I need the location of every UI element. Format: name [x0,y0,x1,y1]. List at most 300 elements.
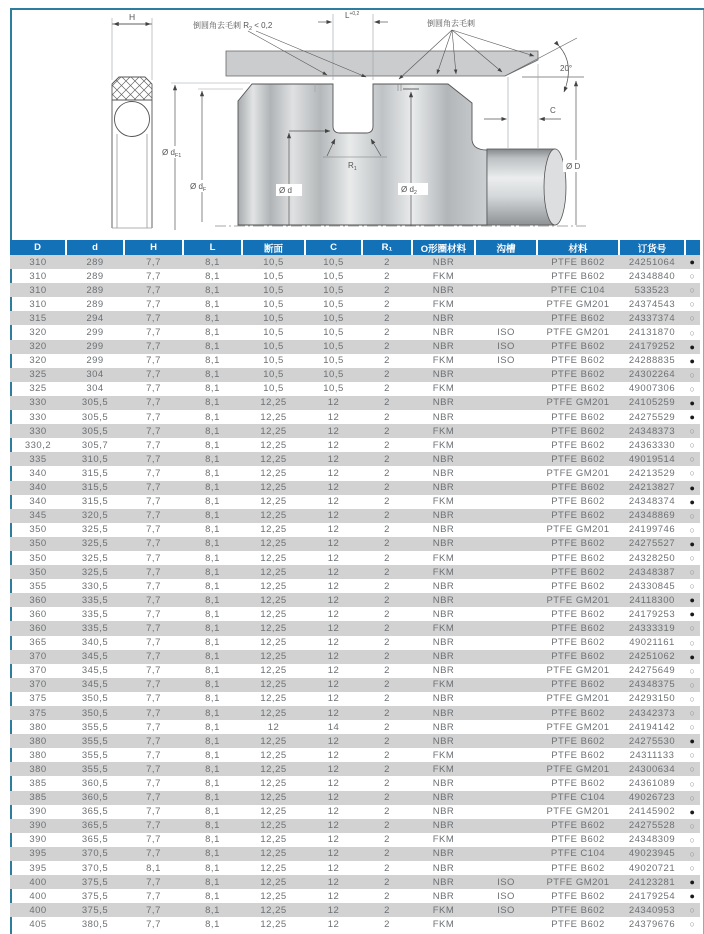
cell: 12 [327,876,340,888]
cell: 405 [29,918,47,930]
cell [475,593,537,607]
cell: 24348373 [628,425,676,437]
cell: 350,5 [81,707,109,719]
table-row [10,438,700,452]
cell: 380 [29,721,47,733]
stock-dot-empty: ○ [689,637,696,648]
cell: 325,5 [81,552,109,564]
cell: 2 [384,524,390,536]
cell: 24275528 [628,820,676,832]
cell: 320,5 [81,510,109,522]
cell: 12,25 [260,566,287,578]
cell: 24145902 [628,806,676,818]
cell: 350 [29,566,47,578]
cell: NBR [432,778,455,790]
cell: 7,7 [146,820,161,832]
cell: 8,1 [205,467,220,479]
cell: 350 [29,552,47,564]
cell [475,650,537,664]
stock-dot-empty: ○ [689,271,696,282]
cell: 7,7 [146,848,161,860]
cell: 24361089 [628,778,676,790]
cell [475,537,537,551]
cell: NBR [432,482,455,494]
cell: 7,7 [146,637,161,649]
table-row [10,861,700,875]
cell: 24311133 [629,749,675,761]
table-row [10,720,700,734]
cell: 360 [29,594,47,606]
cell: FKM [432,298,455,310]
cell: 8,1 [205,904,220,916]
cell: 10,5 [263,256,284,268]
cell: 49026723 [628,792,676,804]
cell: 12 [327,679,340,691]
table-row [10,452,700,466]
cell: PTFE B602 [551,580,605,592]
stock-dot-empty: ○ [689,623,696,634]
cell: 24363330 [628,439,676,451]
cell: 8,1 [205,834,220,846]
cell: 12 [327,552,340,564]
stock-dot-empty: ○ [689,454,696,465]
dim-label-d2: Ø $d_2$ [401,185,417,196]
cell [475,819,537,833]
cell: 24123281 [628,876,676,888]
table-row [10,692,700,706]
cell: 24330845 [628,580,676,592]
cell: 10,5 [263,327,284,339]
cell: 304 [86,369,104,381]
table-row [10,889,700,903]
cell: 10,5 [323,355,344,367]
cell [475,396,537,410]
cell: 12 [327,693,340,705]
cell: 12 [327,820,340,832]
stock-dot-filled: ● [689,609,696,620]
cell: 10,5 [263,312,284,324]
cell: 2 [384,270,390,282]
cell: 8,1 [205,721,220,733]
cell: PTFE B602 [551,862,605,874]
cell: 350 [29,524,47,536]
cell: 8,1 [205,369,220,381]
cell: 12,25 [260,806,287,818]
cell: 2 [384,651,390,663]
cell: 289 [86,284,104,296]
cell: NBR [432,397,455,409]
col-header-d: d [66,240,124,255]
cell: 2 [384,510,390,522]
cell: 10,5 [263,270,284,282]
cell: 360,5 [81,792,109,804]
cell [475,255,537,269]
cell: PTFE GM201 [546,763,610,775]
cell: 12 [327,749,340,761]
cell: 12 [327,862,340,874]
cell: 305,5 [81,425,109,437]
cell: 12,25 [260,453,287,465]
cell: 12,25 [260,594,287,606]
cell: 12 [327,792,340,804]
col-header-groove: 沟槽 [475,240,537,255]
cell: 12,25 [260,637,287,649]
table-row [10,636,700,650]
cell: 12 [327,918,340,930]
cell [475,706,537,720]
stock-dot-empty: ○ [689,919,696,930]
cell: NBR [432,693,455,705]
cell [475,762,537,776]
cell: 7,7 [146,890,161,902]
cell: 12 [327,778,340,790]
cell: 12,25 [260,524,287,536]
cell: 12,25 [260,918,287,930]
cell: 289 [86,298,104,310]
stock-dot-empty: ○ [689,510,696,521]
cell: 8,1 [205,608,220,620]
stock-dot-empty: ○ [689,792,696,803]
cell: 12,25 [260,763,287,775]
stock-dot-empty: ○ [689,313,696,324]
cell: 49019514 [628,453,676,465]
cell: 24348840 [628,270,676,282]
cell: 8,1 [205,594,220,606]
cell: ISO [497,327,515,339]
cell: 345,5 [81,679,109,691]
cell: 12 [327,566,340,578]
stock-dot-empty: ○ [689,708,696,719]
cell: 8,1 [205,792,220,804]
cell: 345,5 [81,665,109,677]
cell: 24379676 [628,918,676,930]
table-row [10,340,700,354]
cell: 24333319 [628,622,676,634]
table-row [10,776,700,790]
cell: NBR [432,256,455,268]
cell: 315,5 [81,482,109,494]
cell: 325,5 [81,524,109,536]
cell: 10,5 [263,298,284,310]
cell: ISO [497,876,515,888]
cell: NBR [432,820,455,832]
dim-label-c: C [550,106,556,115]
cell: PTFE GM201 [546,665,610,677]
cell: 375,5 [81,876,109,888]
cell: PTFE C104 [550,792,606,804]
cell: 12 [327,637,340,649]
cell: 10,5 [263,355,284,367]
cell: 2 [384,411,390,423]
cell: 12 [327,411,340,423]
stock-dot-empty: ○ [689,524,696,535]
cell: 2 [384,622,390,634]
cell: 12,25 [260,622,287,634]
stock-dot-filled: ● [689,341,696,352]
deburr-note-left: 倒圆角去毛刺 $R_2 < 0,2$ [193,21,273,32]
deburr-note-right: 倒圆角去毛刺 [427,19,475,28]
cell: 2 [384,341,390,353]
cell: PTFE GM201 [546,594,610,606]
cell: 7,7 [146,467,161,479]
stock-dot-empty: ○ [689,440,696,451]
cell: 12 [327,735,340,747]
col-header-H: H [124,240,183,255]
stock-dot-empty: ○ [689,679,696,690]
table-row [10,495,700,509]
cell: 12,25 [260,439,287,451]
cell: 320 [29,355,47,367]
cell [475,791,537,805]
cell: 12 [327,439,340,451]
cell: 7,7 [146,580,161,592]
table-row [10,791,700,805]
cell: ISO [497,904,515,916]
cell: 12,25 [260,862,287,874]
table-row [10,283,700,297]
cell: 8,1 [205,256,220,268]
cell: 12,25 [260,552,287,564]
cell: 12 [327,397,340,409]
cell: 7,7 [146,778,161,790]
cell: 325,5 [81,538,109,550]
cell: NBR [432,594,455,606]
cell: 24213827 [628,482,676,494]
cell: 24105259 [628,397,676,409]
table-row [10,354,700,368]
cell: 2 [384,637,390,649]
cell: 2 [384,876,390,888]
cell: 8,1 [205,439,220,451]
cell: NBR [432,467,455,479]
cell: NBR [432,327,455,339]
cell: 24337374 [628,312,676,324]
col-header-D: D [10,240,66,255]
cell: 289 [86,256,104,268]
dim-label-dD: Ø D [566,162,581,171]
cell: PTFE B602 [551,538,605,550]
cell: 2 [384,806,390,818]
dim-label-r1: $R_1$ [348,161,357,172]
cell: 320 [29,341,47,353]
dim-label-d: Ø d [279,186,292,195]
cell: 380,5 [81,918,109,930]
table-row [10,424,700,438]
cell: 7,7 [146,792,161,804]
table-row [10,368,700,382]
cell: 2 [384,482,390,494]
cell: 335,5 [81,594,109,606]
cell: FKM [432,918,455,930]
cell: 2 [384,397,390,409]
cell [475,438,537,452]
cell: 8,1 [205,848,220,860]
cell: 7,7 [146,510,161,522]
cell: 2 [384,862,390,874]
stock-dot-empty: ○ [689,327,696,338]
cell: PTFE B602 [551,622,605,634]
cell: 10,5 [323,256,344,268]
cell: NBR [432,848,455,860]
cell: 12 [327,467,340,479]
cell: PTFE C104 [550,848,606,860]
cell: 10,5 [323,369,344,381]
cell: 12 [327,904,340,916]
cell: FKM [432,834,455,846]
cell [475,523,537,537]
cell: 24251062 [628,651,676,663]
cell: 12 [267,721,280,733]
cell: 7,7 [146,298,161,310]
cell: 355,5 [81,763,109,775]
cell: 24213529 [628,467,676,479]
cell: 8,1 [205,876,220,888]
cell: 2 [384,312,390,324]
stock-dot-filled: ● [689,891,696,902]
cell: 24374543 [628,298,676,310]
cell: 24300634 [628,763,676,775]
cell: 2 [384,425,390,437]
cell: 12,25 [260,608,287,620]
cell: 24348375 [628,679,676,691]
cell: 8,1 [205,496,220,508]
cell: 49023945 [628,848,676,860]
cell: 10,5 [323,341,344,353]
cell: 8,1 [205,538,220,550]
cell: 8,1 [205,707,220,719]
cell: 8,1 [205,665,220,677]
table-row [10,382,700,396]
cell: PTFE B602 [551,453,605,465]
cell: 2 [384,735,390,747]
table-row [10,875,700,889]
cell [475,579,537,593]
cell: 49021161 [629,637,675,649]
cell: 2 [384,327,390,339]
cell: 2 [384,820,390,832]
cell: 7,7 [146,312,161,324]
stock-dot-filled: ● [689,412,696,423]
cell: PTFE GM201 [546,397,610,409]
cell: 350 [29,538,47,550]
cell: 310 [29,284,47,296]
cell: NBR [432,510,455,522]
cell: 12 [327,594,340,606]
cell: 360 [29,608,47,620]
cell: 12,25 [260,397,287,409]
cell: ISO [497,355,515,367]
cell: PTFE B602 [551,566,605,578]
cell: 8,1 [205,890,220,902]
cell: 8,1 [146,862,161,874]
cell: FKM [432,566,455,578]
cell: 380 [29,749,47,761]
cell: 12,25 [260,693,287,705]
cell [475,269,537,283]
dim-label-h: H [129,12,136,22]
stock-dot-empty: ○ [689,778,696,789]
cell: 12 [327,707,340,719]
cell: 12,25 [260,876,287,888]
cell: 12,25 [260,411,287,423]
stock-dot-filled: ● [689,877,696,888]
cell: 7,7 [146,918,161,930]
cell: NBR [432,862,455,874]
cell: 24275529 [628,411,676,423]
stock-dot-filled: ● [689,806,696,817]
cell: 12 [327,496,340,508]
cell: 24348309 [628,834,676,846]
cell: 12 [327,538,340,550]
cell: 2 [384,904,390,916]
cell: NBR [432,806,455,818]
cell: 10,5 [323,312,344,324]
cell: 345 [29,510,47,522]
stock-dot-empty: ○ [689,848,696,859]
cell: 24251064 [628,256,676,268]
stock-dot-filled: ● [689,355,696,366]
cell: 8,1 [205,580,220,592]
cell: PTFE B602 [551,411,605,423]
cell: 7,7 [146,622,161,634]
stock-dot-filled: ● [689,397,696,408]
cell: 12 [327,482,340,494]
cell: 10,5 [323,298,344,310]
cell [475,410,537,424]
table-row [10,762,700,776]
stock-dot-filled: ● [689,482,696,493]
stock-dot-filled: ● [689,736,696,747]
cell: 7,7 [146,566,161,578]
cell: 365,5 [81,806,109,818]
cell: 24194142 [628,721,676,733]
cell [475,917,537,931]
cell: 370,5 [81,848,109,860]
cell: 2 [384,538,390,550]
cell: NBR [432,284,455,296]
stock-dot-empty: ○ [689,764,696,775]
cell [475,368,537,382]
stock-dot-empty: ○ [689,820,696,831]
cell: 355 [29,580,47,592]
cell: 335 [29,453,47,465]
table-row [10,579,700,593]
cell: 12 [327,848,340,860]
cell: 7,7 [146,524,161,536]
cell: 310,5 [81,453,109,465]
table-body [10,255,700,932]
cell: 49007306 [628,383,676,395]
cell: 305,7 [81,439,109,451]
cell: 365 [29,637,47,649]
cell: 315 [29,312,47,324]
cell: FKM [432,622,455,634]
stock-dot-empty: ○ [689,834,696,845]
table-row [10,325,700,339]
cell: FKM [432,496,455,508]
seal-installation-drawing [0,0,704,238]
cell: 8,1 [205,763,220,775]
cell: 12 [327,608,340,620]
cell: 8,1 [205,411,220,423]
cell: 49020721 [628,862,676,874]
cell: 325 [29,369,47,381]
cell: 2 [384,890,390,902]
cell: 2 [384,665,390,677]
cell: 2 [384,763,390,775]
cell [475,621,537,635]
cell: 7,7 [146,735,161,747]
